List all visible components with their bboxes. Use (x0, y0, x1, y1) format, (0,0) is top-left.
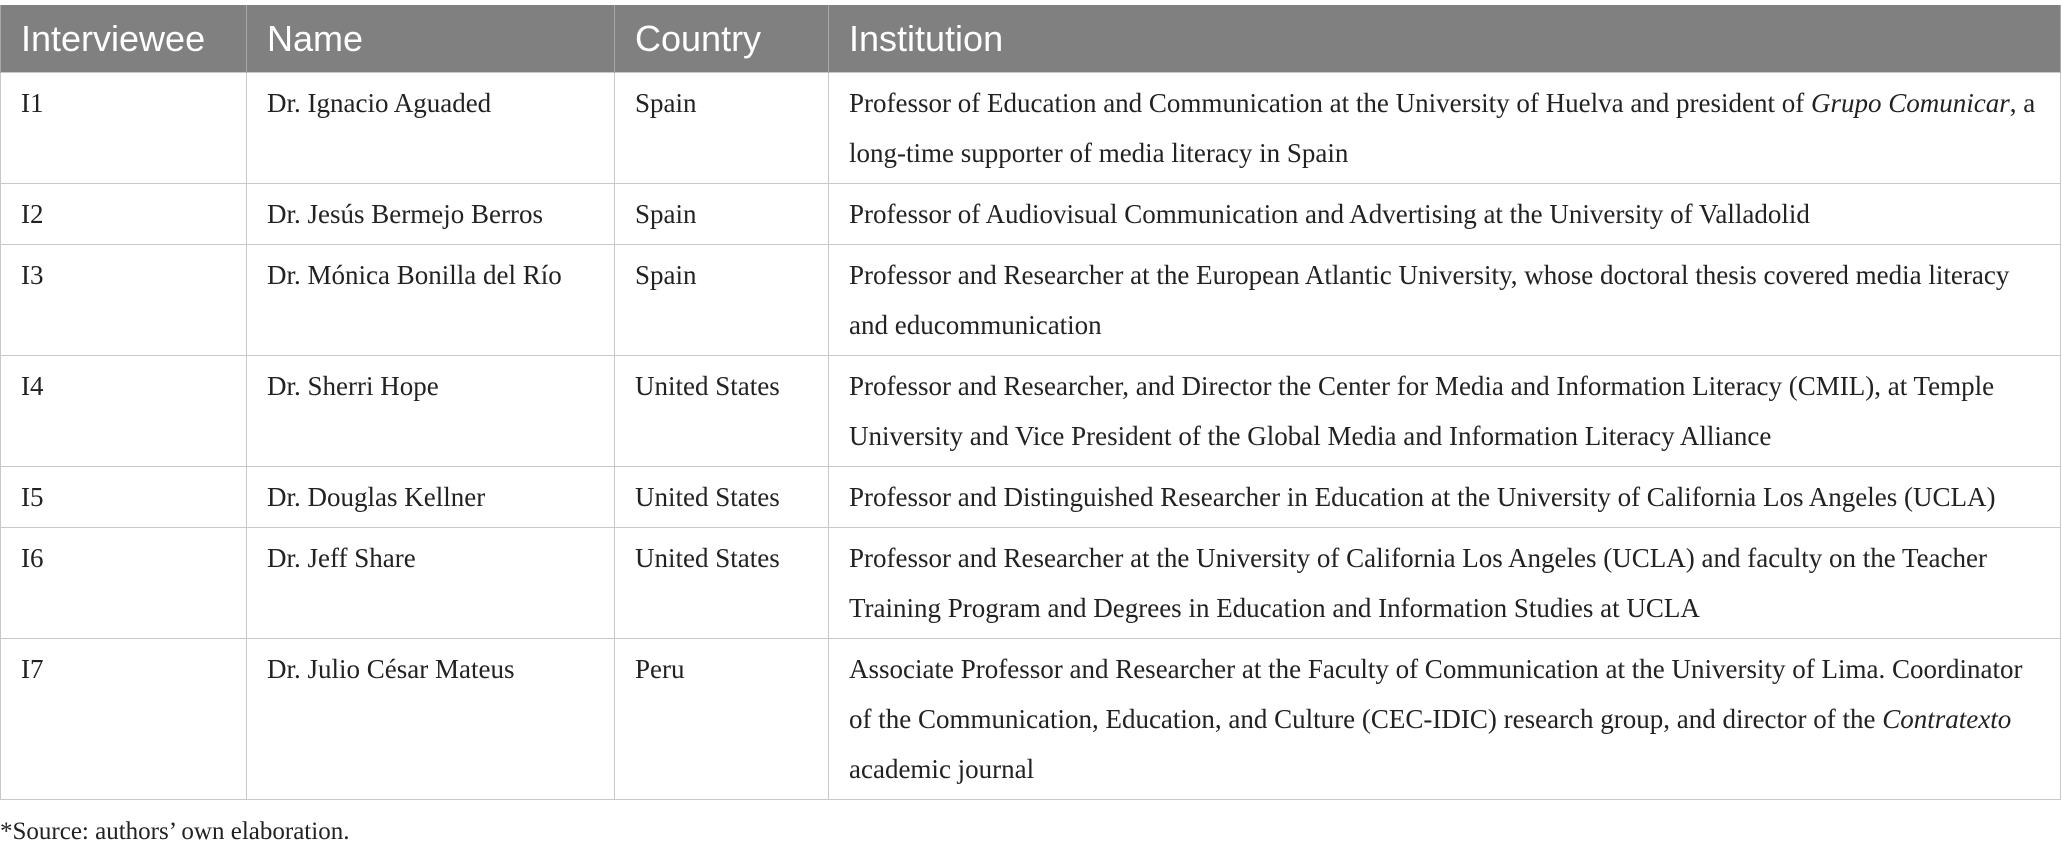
table-row (1, 356, 2061, 467)
name-cell: Dr. Ignacio Aguaded (247, 73, 615, 184)
table-row (1, 73, 2061, 184)
name-cell: Dr. Jesús Bermejo Berros (247, 184, 615, 245)
institution-italic-text: Grupo Comunicar (1811, 88, 2010, 118)
table-row (1, 528, 2061, 639)
country-cell: United States (615, 528, 829, 639)
name-cell: Dr. Sherri Hope (247, 356, 615, 467)
name-cell: Dr. Mónica Bonilla del Río (247, 245, 615, 356)
country-cell: Spain (615, 184, 829, 245)
institution-text: Professor and Researcher at the European Atlantic University, whose doctoral thesis covered media literacy and educommunication (849, 260, 2010, 340)
institution-text: Professor and Researcher, and Director the Center for Media and Information Literacy (CMIL), at Temple University and Vice President of the Global Media and Information Literacy Alliance (849, 371, 1995, 451)
institution-cell (829, 356, 2061, 467)
header-row (1, 5, 2061, 73)
table-row (1, 245, 2061, 356)
interviewee-id-cell: I4 (1, 356, 247, 467)
interviewee-id-cell: I3 (1, 245, 247, 356)
institution-text: Professor and Researcher at the University of California Los Angeles (UCLA) and faculty on the Teacher Training Program and Degrees in Education and Information Studies at UCLA (849, 543, 1987, 623)
country-cell: Spain (615, 73, 829, 184)
interviewee-id-cell: I1 (1, 73, 247, 184)
country-cell: United States (615, 467, 829, 528)
institution-cell (829, 528, 2061, 639)
source-footnote: *Source: authors’ own elaboration. (0, 818, 350, 845)
header-name: Name (247, 5, 615, 73)
institution-cell (829, 639, 2061, 800)
interviewee-id-cell: I5 (1, 467, 247, 528)
institution-text: Associate Professor and Researcher at the Faculty of Communication at the University of Lima. Coordinator of the Communication, Education, and Culture (CEC-IDIC) research group, and director of the (849, 654, 2023, 734)
institution-text: Professor and Distinguished Researcher in Education at the University of California Los Angeles (UCLA) (849, 482, 1996, 512)
interviewee-table-container (0, 5, 2060, 800)
table-row (1, 639, 2061, 800)
table-body (1, 73, 2061, 800)
institution-italic-text: Contratexto (1882, 704, 2012, 734)
institution-text: academic journal (849, 754, 1035, 784)
institution-text: , a long-time supporter of media literacy in Spain (849, 88, 2036, 168)
header-institution: Institution (829, 5, 2061, 73)
interviewee-id-cell: I6 (1, 528, 247, 639)
institution-cell (829, 245, 2061, 356)
country-cell: United States (615, 356, 829, 467)
name-cell: Dr. Jeff Share (247, 528, 615, 639)
name-cell: Dr. Julio César Mateus (247, 639, 615, 800)
institution-cell (829, 467, 2061, 528)
interviewee-id-cell: I2 (1, 184, 247, 245)
header-country: Country (615, 5, 829, 73)
institution-cell (829, 73, 2061, 184)
table-header (1, 5, 2061, 73)
country-cell: Peru (615, 639, 829, 800)
country-cell: Spain (615, 245, 829, 356)
interviewee-id-cell: I7 (1, 639, 247, 800)
institution-text: Professor of Audiovisual Communication and Advertising at the University of Valladolid (849, 199, 1810, 229)
table-row (1, 467, 2061, 528)
institution-cell (829, 184, 2061, 245)
header-interviewee: Interviewee (1, 5, 247, 73)
table-row (1, 184, 2061, 245)
interviewee-table (0, 5, 2061, 800)
institution-text: Professor of Education and Communication at the University of Huelva and president of (849, 88, 1812, 118)
name-cell: Dr. Douglas Kellner (247, 467, 615, 528)
